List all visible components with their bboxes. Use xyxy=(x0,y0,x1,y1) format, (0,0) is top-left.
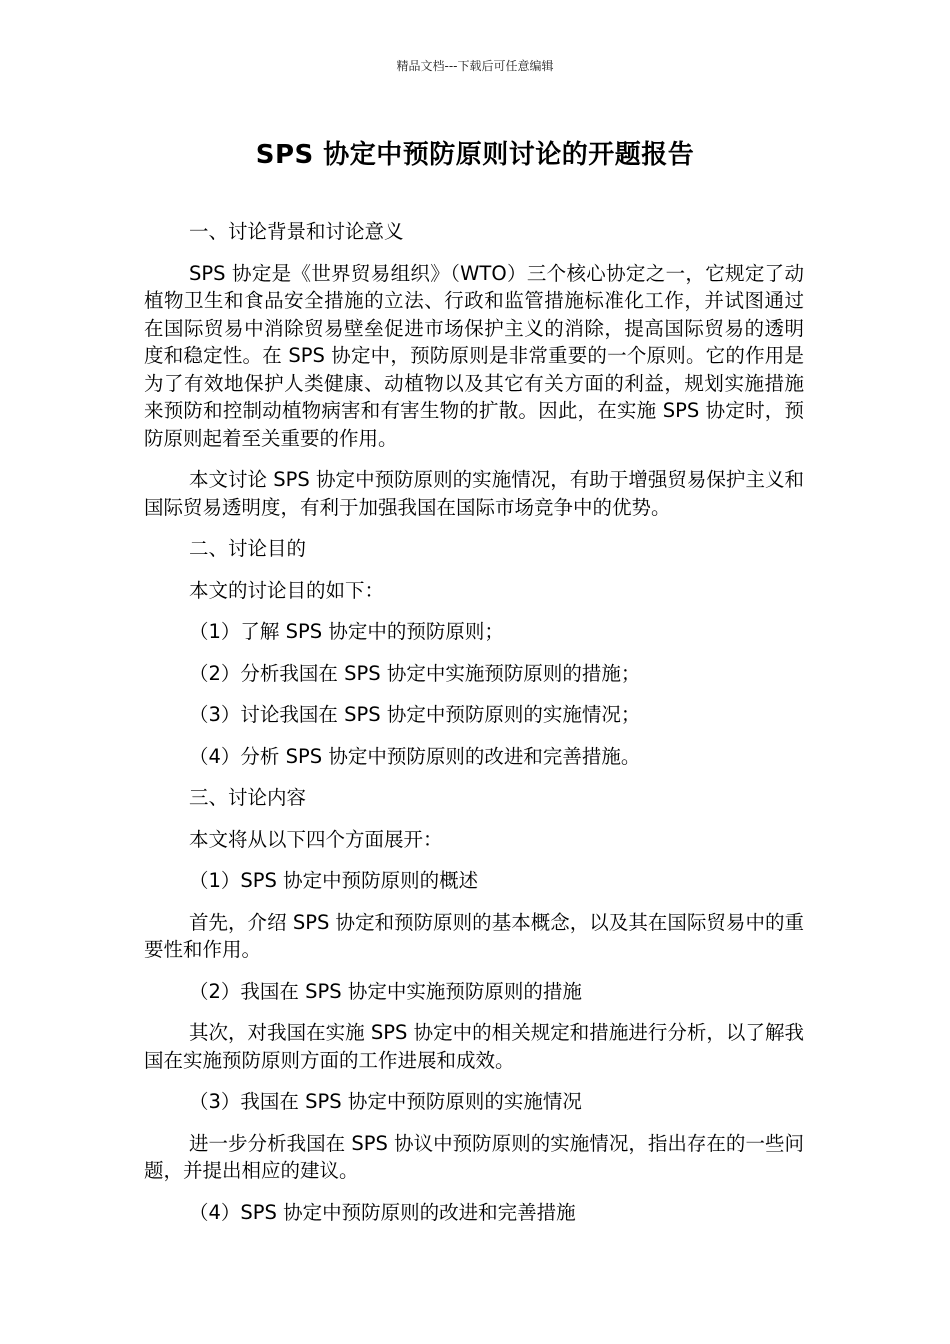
content-item-label: （1）SPS 协定中预防原则的概述 xyxy=(189,869,479,892)
objective-item: （1）了解 SPS 协定中的预防原则； xyxy=(189,620,504,643)
content-intro: 本文将从以下四个方面展开： xyxy=(189,827,443,851)
content-item-text: 首先，介绍 SPS 协定和预防原则的基本概念，以及其在国际贸易中的重要性和作用。 xyxy=(144,910,804,961)
section-heading-content: 三、讨论内容 xyxy=(189,786,307,809)
paragraph-background: SPS 协定是《世界贸易组织》（WTO）三个核心协定之一，它规定了动植物卫生和食品安全措施的立法、行政和监管措施标准化工作，并试图通过在国际贸易中消除贸易壁垒促进市场保护主义的消除，提高国际贸易的透明度和稳定性。在 SPS 协定中，预防原则是非常重要的一个原则。它的作用是为了有效地保护人类健康、动植物以及其它有关方面的利益，规划实施措施来预防和控制动植物病害和有害生物的扩散。因此，在实施 SPS 协定时，预防原则起着至关重要的作用。 xyxy=(144,261,804,450)
content-item-label: （4）SPS 协定中预防原则的改进和完善措施 xyxy=(189,1200,576,1224)
content-item-text: 其次，对我国在实施 SPS 协定中的相关规定和措施进行分析，以了解我国在实施预防原则方面的工作进展和成效。 xyxy=(144,1021,804,1072)
objective-item: （2）分析我国在 SPS 协定中实施预防原则的措施； xyxy=(189,661,641,685)
content-item-text: 进一步分析我国在 SPS 协议中预防原则的实施情况，指出存在的一些问题，并提出相应的建议。 xyxy=(144,1131,804,1182)
content-item-label: （3）我国在 SPS 协定中预防原则的实施情况 xyxy=(189,1090,582,1113)
objective-item: （3）讨论我国在 SPS 协定中预防原则的实施情况； xyxy=(189,703,641,726)
section-heading-purpose: 二、讨论目的 xyxy=(189,537,307,560)
document-title: SPS 协定中预防原则讨论的开题报告 xyxy=(255,140,695,170)
header-note: 精品文档---下载后可任意编辑 xyxy=(396,59,554,73)
document-body xyxy=(144,218,804,1240)
section-heading-background: 一、讨论背景和讨论意义 xyxy=(189,220,404,243)
content-item-label: （2）我国在 SPS 协定中实施预防原则的措施 xyxy=(189,979,582,1003)
paragraph-significance: 本文讨论 SPS 协定中预防原则的实施情况，有助于增强贸易保护主义和国际贸易透明度，有利于加强我国在国际市场竞争中的优势。 xyxy=(144,468,804,519)
purpose-intro: 本文的讨论目的如下： xyxy=(189,578,385,602)
objective-item: （4）分析 SPS 协定中预防原则的改进和完善措施。 xyxy=(189,744,641,768)
